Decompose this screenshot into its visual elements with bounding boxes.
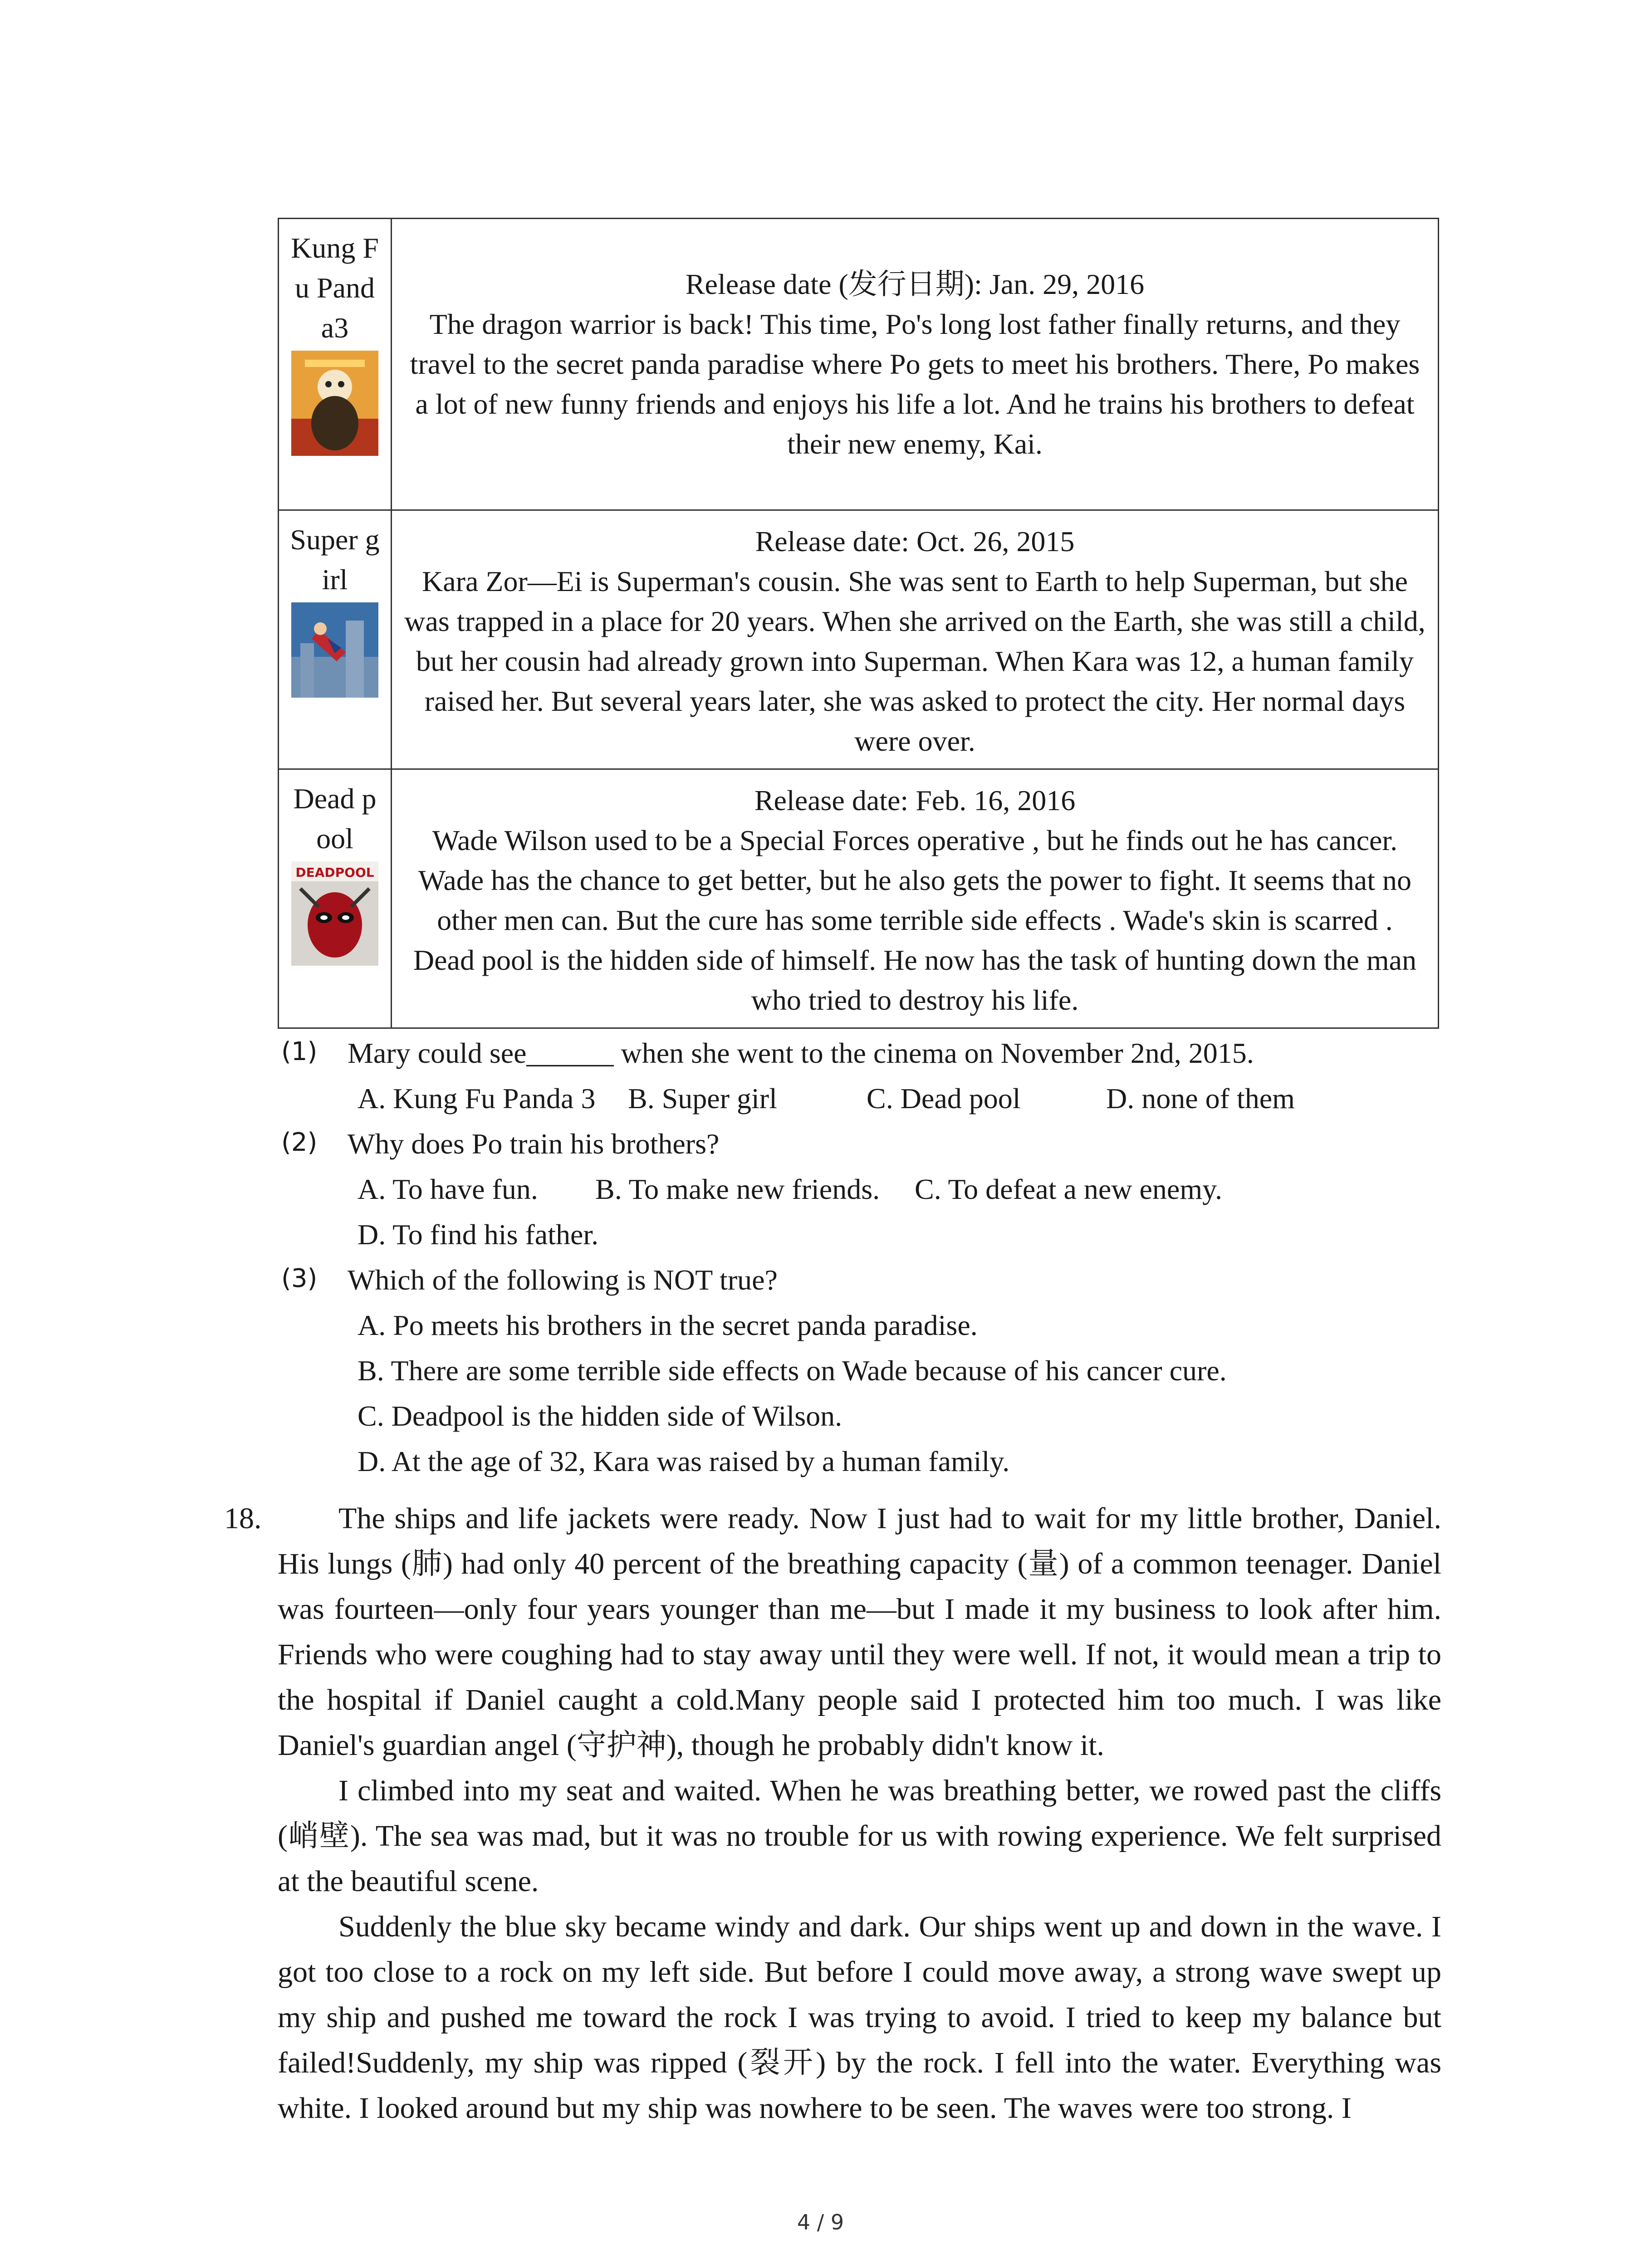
movie-description-cell [392, 219, 1439, 510]
question-text: Why does Po train his brothers? [348, 1128, 720, 1160]
option: D. none of them [1106, 1082, 1295, 1114]
movie-title: Dead pool [293, 782, 377, 855]
option: A. Po meets his brothers in the secret panda paradise. [358, 1309, 978, 1341]
option: A. To have fun. [358, 1173, 538, 1205]
option: B. Super girl [628, 1082, 777, 1114]
option: D. To find his father. [358, 1218, 599, 1251]
deadpool-poster-icon [291, 861, 378, 966]
poster-text: DEADPOOL [295, 865, 374, 880]
release-date: Release date: Oct. 26, 2015 [755, 525, 1075, 557]
table-row [279, 769, 1439, 1028]
movie-title-cell [279, 219, 392, 510]
option: D. At the age of 32, Kara was raised by a human family. [358, 1445, 1010, 1477]
option: C. To defeat a new enemy. [915, 1173, 1222, 1205]
option: B. To make new friends. [595, 1173, 880, 1205]
question-number: (1) [281, 1037, 318, 1066]
option: A. Kung Fu Panda 3 [358, 1082, 596, 1114]
question-text: Mary could see______ when she went to the cinema on November 2nd, 2015. [348, 1037, 1254, 1069]
passage-number: 18. [224, 1502, 262, 1535]
table-row [279, 219, 1439, 510]
passage-paragraph: Suddenly the blue sky became windy and dark. Our ships went up and down in the wave. I got too close to a rock on my left side. But before I could move away, a strong wave swept up my ship and pushed me toward the rock I was trying to avoid. I tried to keep my balance but failed!Suddenly, my ship was ripped (裂开) by the rock. I fell into the water. Everything was white. I looked around but my ship was nowhere to be seen. The waves were too strong. I [278, 1910, 1441, 2125]
option: B. There are some terrible side effects on Wade because of his cancer cure. [358, 1354, 1227, 1387]
option: C. Dead pool [867, 1082, 1021, 1114]
table-row [279, 510, 1439, 769]
question-number: (2) [281, 1128, 318, 1157]
release-date: Release date (发行日期): Jan. 29, 2016 [685, 268, 1145, 300]
movie-title: Super girl [290, 523, 380, 596]
movie-table [278, 218, 1439, 1029]
question-number: (3) [281, 1264, 318, 1293]
movie-description: The dragon warrior is back! This time, Po's long lost father finally returns, and they travel to the secret panda paradise where Po gets to meet his brothers. There, Po makes a lot of new funny friends and enjoys his life a lot. And he trains his brothers to defeat their new enemy, Kai. [410, 308, 1420, 460]
movie-title: Kung Fu Panda3 [291, 232, 379, 344]
question-text: Which of the following is NOT true? [348, 1264, 778, 1296]
passage-paragraph: I climbed into my seat and waited. When he was breathing better, we rowed past the cliffs (峭壁). The sea was mad, but it was no trouble for us with rowing experience. We felt surprised at the beautiful scene. [278, 1774, 1441, 1898]
page-number: 4 / 9 [797, 2210, 844, 2234]
movie-title-cell [279, 769, 392, 1028]
movie-description: Wade Wilson used to be a Special Forces operative , but he finds out he has cancer. Wade has the chance to get better, but he also gets the power to fight. It seems that no other men can. But the cure has some terrible side effects . Wade's skin is scarred . Dead pool is the hidden side of himself. He now has the task of hunting down the man who tried to destroy his life. [413, 824, 1417, 1016]
option: C. Deadpool is the hidden side of Wilson. [358, 1400, 843, 1432]
release-date: Release date: Feb. 16, 2016 [754, 784, 1076, 816]
supergirl-poster-icon [291, 602, 378, 698]
movie-title-cell [279, 510, 392, 769]
passage-paragraph: The ships and life jackets were ready. Now I just had to wait for my little brother, Daniel. His lungs (肺) had only 40 percent of the breathing capacity (量) of a common teenager. Daniel was fourteen—only four years younger than me—but I made it my business to look after him. Friends who were coughing had to stay away until they were well. If not, it would mean a trip to the hospital if Daniel caught a cold.Many people said I protected him too much. I was like Daniel's guardian angel (守护神), though he probably didn't know it. [278, 1502, 1441, 1762]
movie-description-cell [392, 769, 1439, 1028]
movie-description: Kara Zor—Ei is Superman's cousin. She was sent to Earth to help Superman, but she was trapped in a place for 20 years. When she arrived on the Earth, she was still a child, but her cousin had already grown into Superman. When Kara was 12, a human family raised her. But several years later, she was asked to protect the city. Her normal days were over. [404, 565, 1425, 757]
kung-fu-panda-poster-icon [291, 351, 378, 456]
movie-description-cell [392, 510, 1439, 769]
reading-passage [278, 1496, 1441, 2131]
